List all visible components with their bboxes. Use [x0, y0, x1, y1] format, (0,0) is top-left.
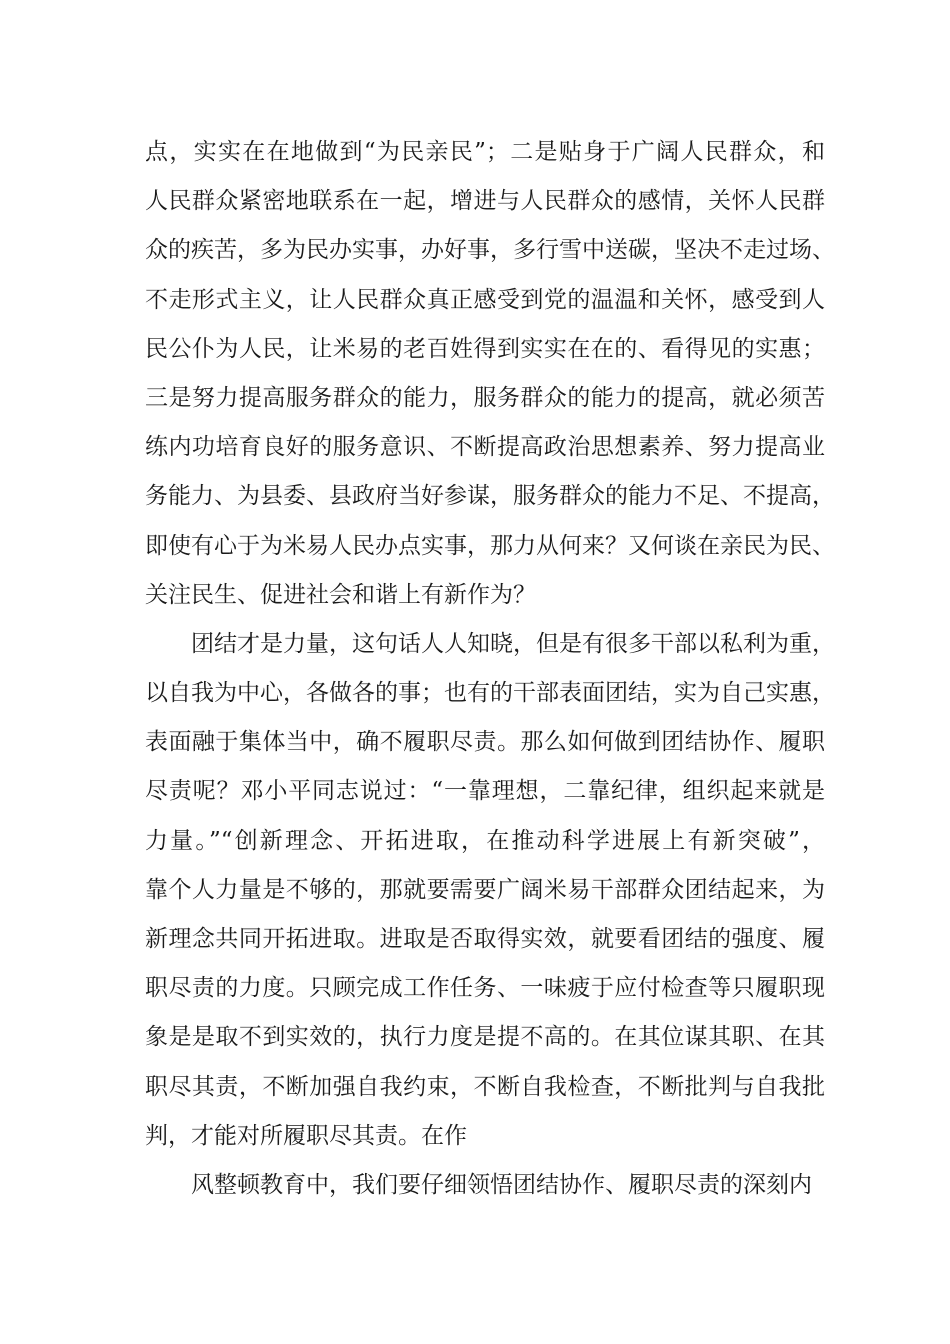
- text-line: 团结才是力量，这句话人人知晓，但是有很多干部以私利为重，: [191, 630, 835, 657]
- text-line: 象是是取不到实效的，执行力度是提不高的。在其位谋其职、在其: [145, 1024, 825, 1051]
- text-line: 职尽其责，不断加强自我约束，不断自我检查，不断批判与自我批: [145, 1073, 825, 1100]
- text-line: 靠个人力量是不够的，那就要需要广阔米易干部群众团结起来，为: [145, 876, 825, 903]
- text-line: 点，实实在在地做到“为民亲民”；二是贴身于广阔人民群众，和: [145, 139, 825, 165]
- text-line: 以自我为中心，各做各的事；也有的干部表面团结，实为自己实惠，: [145, 680, 835, 707]
- text-line: 风整顿教育中，我们要仔细领悟团结协作、履职尽责的深刻内: [191, 1171, 812, 1198]
- text-line: 务能力、为县委、县政府当好参谋，服务群众的能力不足、不提高，: [145, 483, 835, 510]
- paragraph-2: [145, 620, 835, 1161]
- text-line: 民公仆为人民，让米易的老百姓得到实实在在的、看得见的实惠；: [145, 335, 825, 362]
- text-line: 力量。”“创新理念、开拓进取，在推动科学进展上有新突破”，: [145, 827, 825, 854]
- text-line: 职尽责的力度。只顾完成工作任务、一味疲于应付检查等只履职现: [145, 975, 825, 1002]
- paragraph-1: [145, 128, 835, 620]
- text-line: 表面融于集体当中，确不履职尽责。那么如何做到团结协作、履职: [145, 729, 825, 756]
- text-line: 关注民生、促进社会和谐上有新作为？: [145, 581, 536, 608]
- text-line: 众的疾苦，多为民办实事，办好事，多行雪中送碳，坚决不走过场、: [145, 237, 835, 264]
- text-line: 即使有心于为米易人民办点实事，那力从何来？又何谈在亲民为民、: [145, 532, 835, 559]
- body-text: [145, 128, 835, 1210]
- text-line: 不走形式主义，让人民群众真正感受到党的温温和关怀，感受到人: [145, 286, 825, 313]
- text-line: 三是努力提高服务群众的能力，服务群众的能力的提高，就必须苦: [145, 384, 825, 411]
- text-line: 人民群众紧密地联系在一起，增进与人民群众的感情，关怀人民群: [145, 188, 825, 215]
- paragraph-3: [145, 1161, 825, 1210]
- text-line: 新理念共同开拓进取。进取是否取得实效，就要看团结的强度、履: [145, 926, 825, 952]
- text-line: 练内功培育良好的服务意识、不断提高政治思想素养、努力提高业: [145, 434, 825, 461]
- text-line: 尽责呢？邓小平同志说过：“一靠理想，二靠纪律，组织起来就是: [145, 778, 825, 805]
- text-line: 判，才能对所履职尽其责。在作: [145, 1122, 467, 1149]
